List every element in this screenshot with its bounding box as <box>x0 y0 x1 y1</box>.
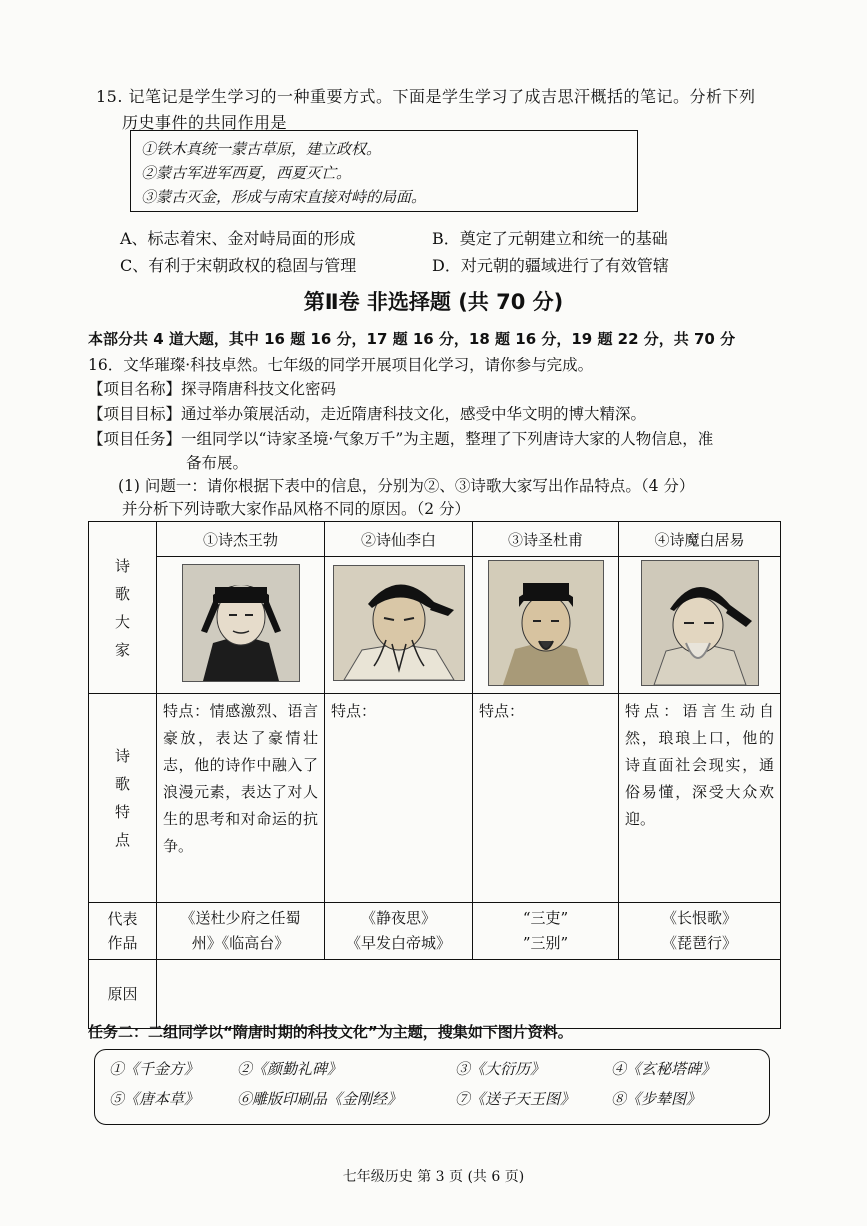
row-label-poets: 诗歌大家 <box>89 522 157 694</box>
q15-note-box <box>130 130 638 212</box>
q16-project-task-line1: 【项目任务】一组同学以“诗家圣境·气象万千”为主题，整理了下列唐诗大家的人物信息，准 <box>88 430 714 448</box>
q16-project-name: 【项目名称】探寻隋唐科技文化密码 <box>88 380 337 398</box>
poet-name-2: ②诗仙李白 <box>325 522 473 557</box>
section-intro: 本部分共 4 道大题，其中 16 题 16 分，17 题 16 分，18 题 16 分，19 题 22 分，共 70 分 <box>88 330 736 348</box>
portrait-cell-4 <box>619 557 781 694</box>
q15-stem-text: 记笔记是学生学习的一种重要方式。下面是学生学习了成吉思汗概括的笔记。分析下列 <box>128 87 756 106</box>
q15-option-d[interactable]: D．对元朝的疆域进行了有效管辖 <box>432 256 669 275</box>
feature-cell-4: 特点：语言生动自然，琅琅上口，他的诗直面社会现实，通俗易懂，深受大众欢迎。 <box>619 694 781 903</box>
material-item-7: ⑦《送子天王图》 <box>455 1090 576 1108</box>
feature-cell-1: 特点：情感激烈、语言豪放，表达了豪情壮志，他的诗作中融入了浪漫元素，表达了对人生的思考和对命运的抗争。 <box>157 694 325 903</box>
row-label-reason: 原因 <box>89 960 157 1029</box>
q16-stem: 16．文华璀璨·科技卓然。七年级的同学开展项目化学习，请你参与完成。 <box>88 356 594 374</box>
feature-cell-3[interactable]: 特点： <box>473 694 619 903</box>
material-item-3: ③《大衍历》 <box>455 1060 546 1078</box>
q16-sub1-line1: (1) 问题一：请你根据下表中的信息，分别为②、③诗歌大家写出作品特点。（4 分） <box>118 477 695 495</box>
portrait-du-fu <box>488 560 604 686</box>
works-cell-1: 《送杜少府之任蜀 州》《临高台》 <box>157 903 325 960</box>
q15-note-3: ③蒙古灭金，形成与南宋直接对峙的局面。 <box>141 188 427 206</box>
row-label-works: 代表作品 <box>89 903 157 960</box>
feature-cell-2[interactable]: 特点： <box>325 694 473 903</box>
page-footer: 七年级历史 第 3 页 (共 6 页) <box>342 1169 525 1185</box>
poet-name-3: ③诗圣杜甫 <box>473 522 619 557</box>
works-cell-4: 《长恨歌》 《琵琶行》 <box>619 903 781 960</box>
q15-option-a[interactable]: A、标志着宋、金对峙局面的形成 <box>120 229 356 248</box>
material-item-4: ④《玄秘塔碑》 <box>611 1060 717 1078</box>
task2-materials-box <box>94 1049 770 1125</box>
q16-project-goal: 【项目目标】通过举办策展活动，走近隋唐科技文化，感受中华文明的博大精深。 <box>88 405 647 423</box>
portrait-bai-juyi <box>641 560 759 686</box>
q15-number: 15. <box>96 87 123 106</box>
works-cell-3: “三吏” ”三别” <box>473 903 619 960</box>
q15-stem-line2: 历史事件的共同作用是 <box>122 113 288 132</box>
material-item-1: ①《千金方》 <box>109 1060 200 1078</box>
portrait-li-bai <box>333 565 465 681</box>
portrait-cell-3 <box>473 557 619 694</box>
section-title: 第Ⅱ卷 非选择题 (共 70 分) <box>303 290 564 314</box>
row-label-features: 诗歌特点 <box>89 694 157 903</box>
q15-option-c[interactable]: C、有利于宋朝政权的稳固与管理 <box>120 256 357 275</box>
task2-heading: 任务二：二组同学以“隋唐时期的科技文化”为主题，搜集如下图片资料。 <box>88 1023 573 1041</box>
material-item-6: ⑥雕版印刷品《金刚经》 <box>237 1090 403 1108</box>
portrait-wang-bo <box>182 564 300 682</box>
portrait-cell-2 <box>325 557 473 694</box>
q15-stem-line1 <box>96 84 756 110</box>
poets-table <box>88 521 781 1029</box>
portrait-cell-1 <box>157 557 325 694</box>
works-cell-2: 《静夜思》 《早发白帝城》 <box>325 903 473 960</box>
q16-sub1-line2: 并分析下列诗歌大家作品风格不同的原因。（2 分） <box>122 500 471 518</box>
q15-note-1: ①铁木真统一蒙古草原，建立政权。 <box>141 140 382 158</box>
q15-option-b[interactable]: B．奠定了元朝建立和统一的基础 <box>432 229 668 248</box>
poet-name-1: ①诗杰王勃 <box>157 522 325 557</box>
material-item-2: ②《颜勤礼碑》 <box>237 1060 343 1078</box>
material-item-5: ⑤《唐本草》 <box>109 1090 200 1108</box>
material-item-8: ⑧《步辇图》 <box>611 1090 702 1108</box>
q16-project-task-line2: 备布展。 <box>186 454 249 472</box>
q15-note-2: ②蒙古军进军西夏，西夏灭亡。 <box>141 164 352 182</box>
poet-name-4: ④诗魔白居易 <box>619 522 781 557</box>
